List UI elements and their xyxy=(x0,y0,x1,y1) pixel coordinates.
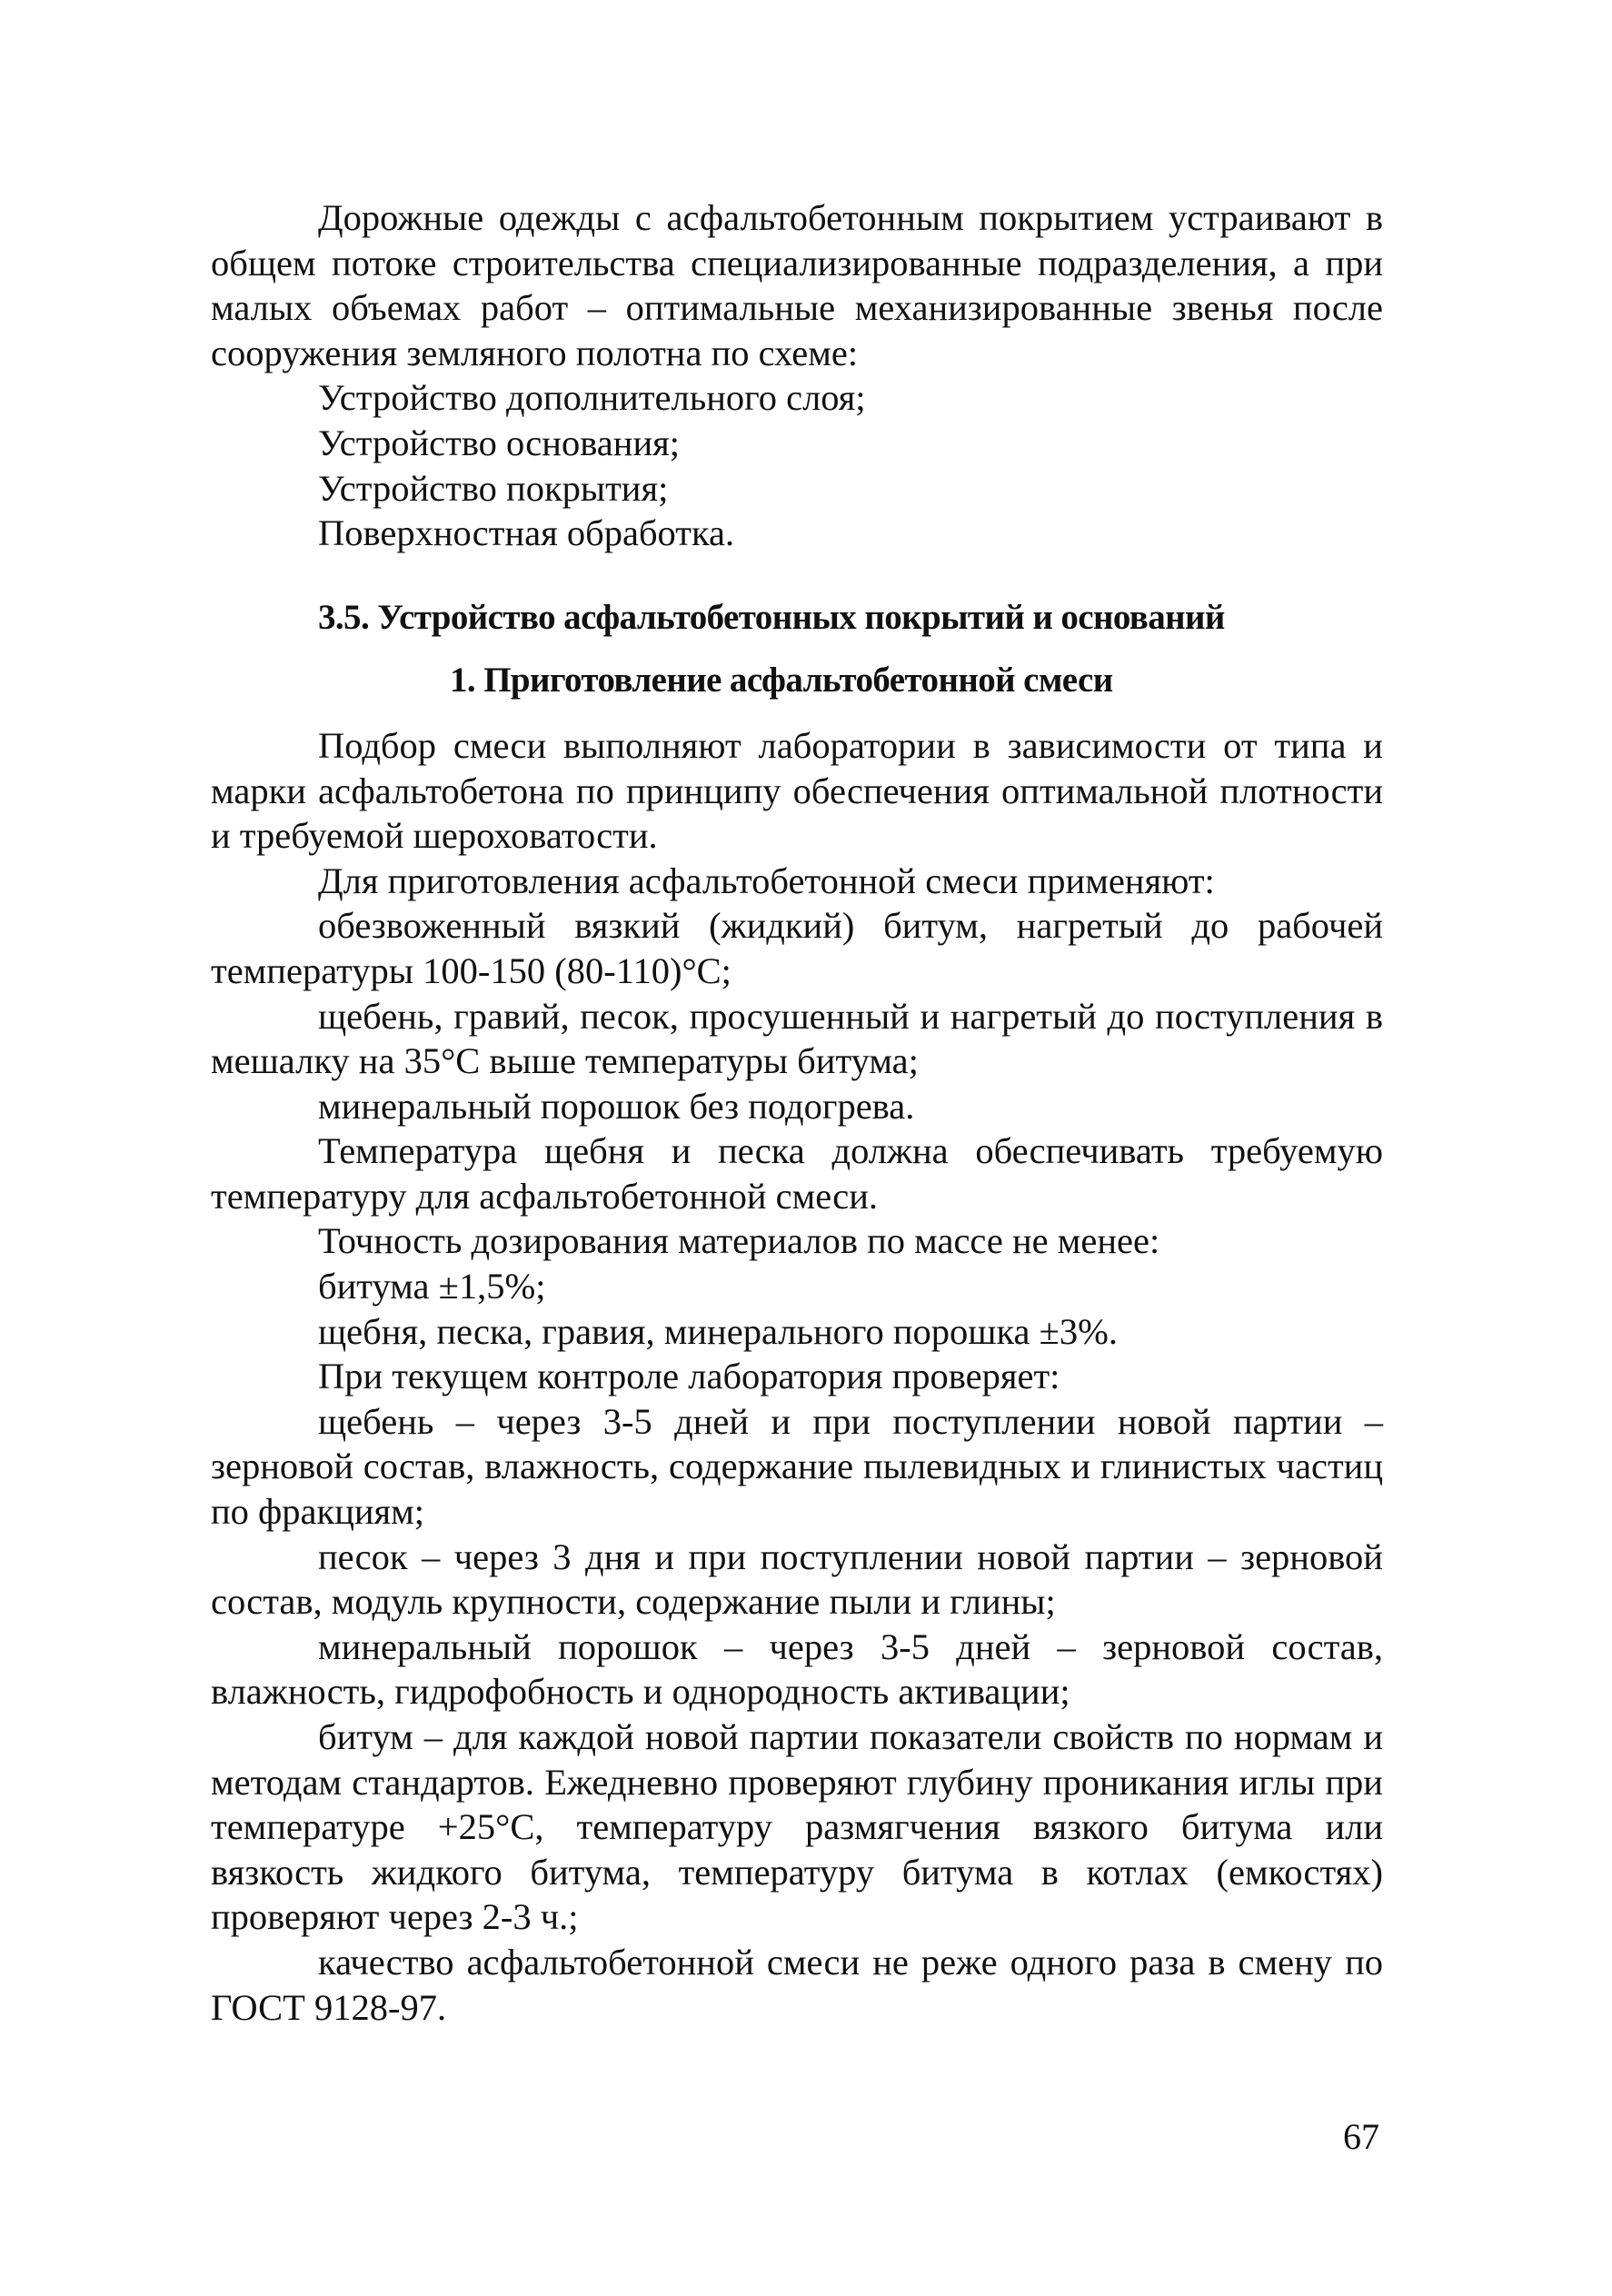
scheme-item: Поверхностная обработка. xyxy=(318,512,735,554)
control-item: щебень – через 3-5 дней и при поступлении новой партии – зерновой состав, влажность, содержание пылевидных и глинистых частиц по фракциям; xyxy=(211,1400,1383,1533)
material-item: щебень, гравий, песок, просушенный и нагретый до поступления в мешалку на 35°С выше температуры битума; xyxy=(211,995,1383,1082)
dosing-intro: Точность дозирования материалов по массе не менее: xyxy=(318,1220,1160,1262)
page-body xyxy=(211,195,1383,2030)
subsection-heading: 1. Приготовление асфальтобетонной смеси xyxy=(450,661,1113,701)
materials-intro: Для приготовления асфальтобетонной смеси применяют: xyxy=(318,860,1215,901)
control-item: качество асфальтобетонной смеси не реже одного раза в смену по ГОСТ 9128-97. xyxy=(211,1941,1383,2028)
control-item: минеральный порошок – через 3-5 дней – зерновой состав, влажность, гидрофобность и однородность активации; xyxy=(211,1625,1383,1713)
intro-paragraph: Дорожные одежды с асфальтобетонным покрытием устраивают в общем потоке строительства специализированные подразделения, а при малых объемах работ – оптимальные механизированные звенья после сооружения земляного полотна по схеме: xyxy=(211,197,1383,373)
page-number: 67 xyxy=(1343,2116,1379,2157)
dosing-item: битума ±1,5%; xyxy=(318,1266,546,1307)
dosing-item: щебня, песка, гравия, минерального порошка ±3%. xyxy=(318,1310,1118,1352)
control-intro: При текущем контроле лаборатория проверяет: xyxy=(318,1356,1060,1397)
scheme-item: Устройство покрытия; xyxy=(318,467,669,509)
scheme-item: Устройство дополнительного слоя; xyxy=(318,377,866,419)
temperature-paragraph: Температура щебня и песка должна обеспечивать требуемую температуру для асфальтобетонной смеси. xyxy=(211,1130,1383,1217)
material-item: обезвоженный вязкий (жидкий) битум, нагретый до рабочей температуры 100-150 (80-110)°С; xyxy=(211,905,1383,991)
scheme-item: Устройство основания; xyxy=(318,422,680,463)
section-heading: 3.5. Устройство асфальтобетонных покрытий и оснований xyxy=(318,597,1225,637)
control-item: песок – через 3 дня и при поступлении новой партии – зерновой состав, модуль крупности, содержание пыли и глины; xyxy=(211,1536,1383,1623)
selection-paragraph: Подбор смеси выполняют лаборатории в зависимости от типа и марки асфальтобетона по принципу обеспечения оптимальной плотности и требуемой шероховатости. xyxy=(211,724,1383,857)
material-item: минеральный порошок без подогрева. xyxy=(318,1085,915,1127)
control-item: битум – для каждой новой партии показатели свойств по нормам и методам стандартов. Ежедневно проверяют глубину проникания иглы при температуре +25°С, температуру размягчения вязкого битума или вязкость жидкого битума, температуру битума в котлах (емкостях) проверяют через 2-3 ч.; xyxy=(211,1716,1383,1938)
